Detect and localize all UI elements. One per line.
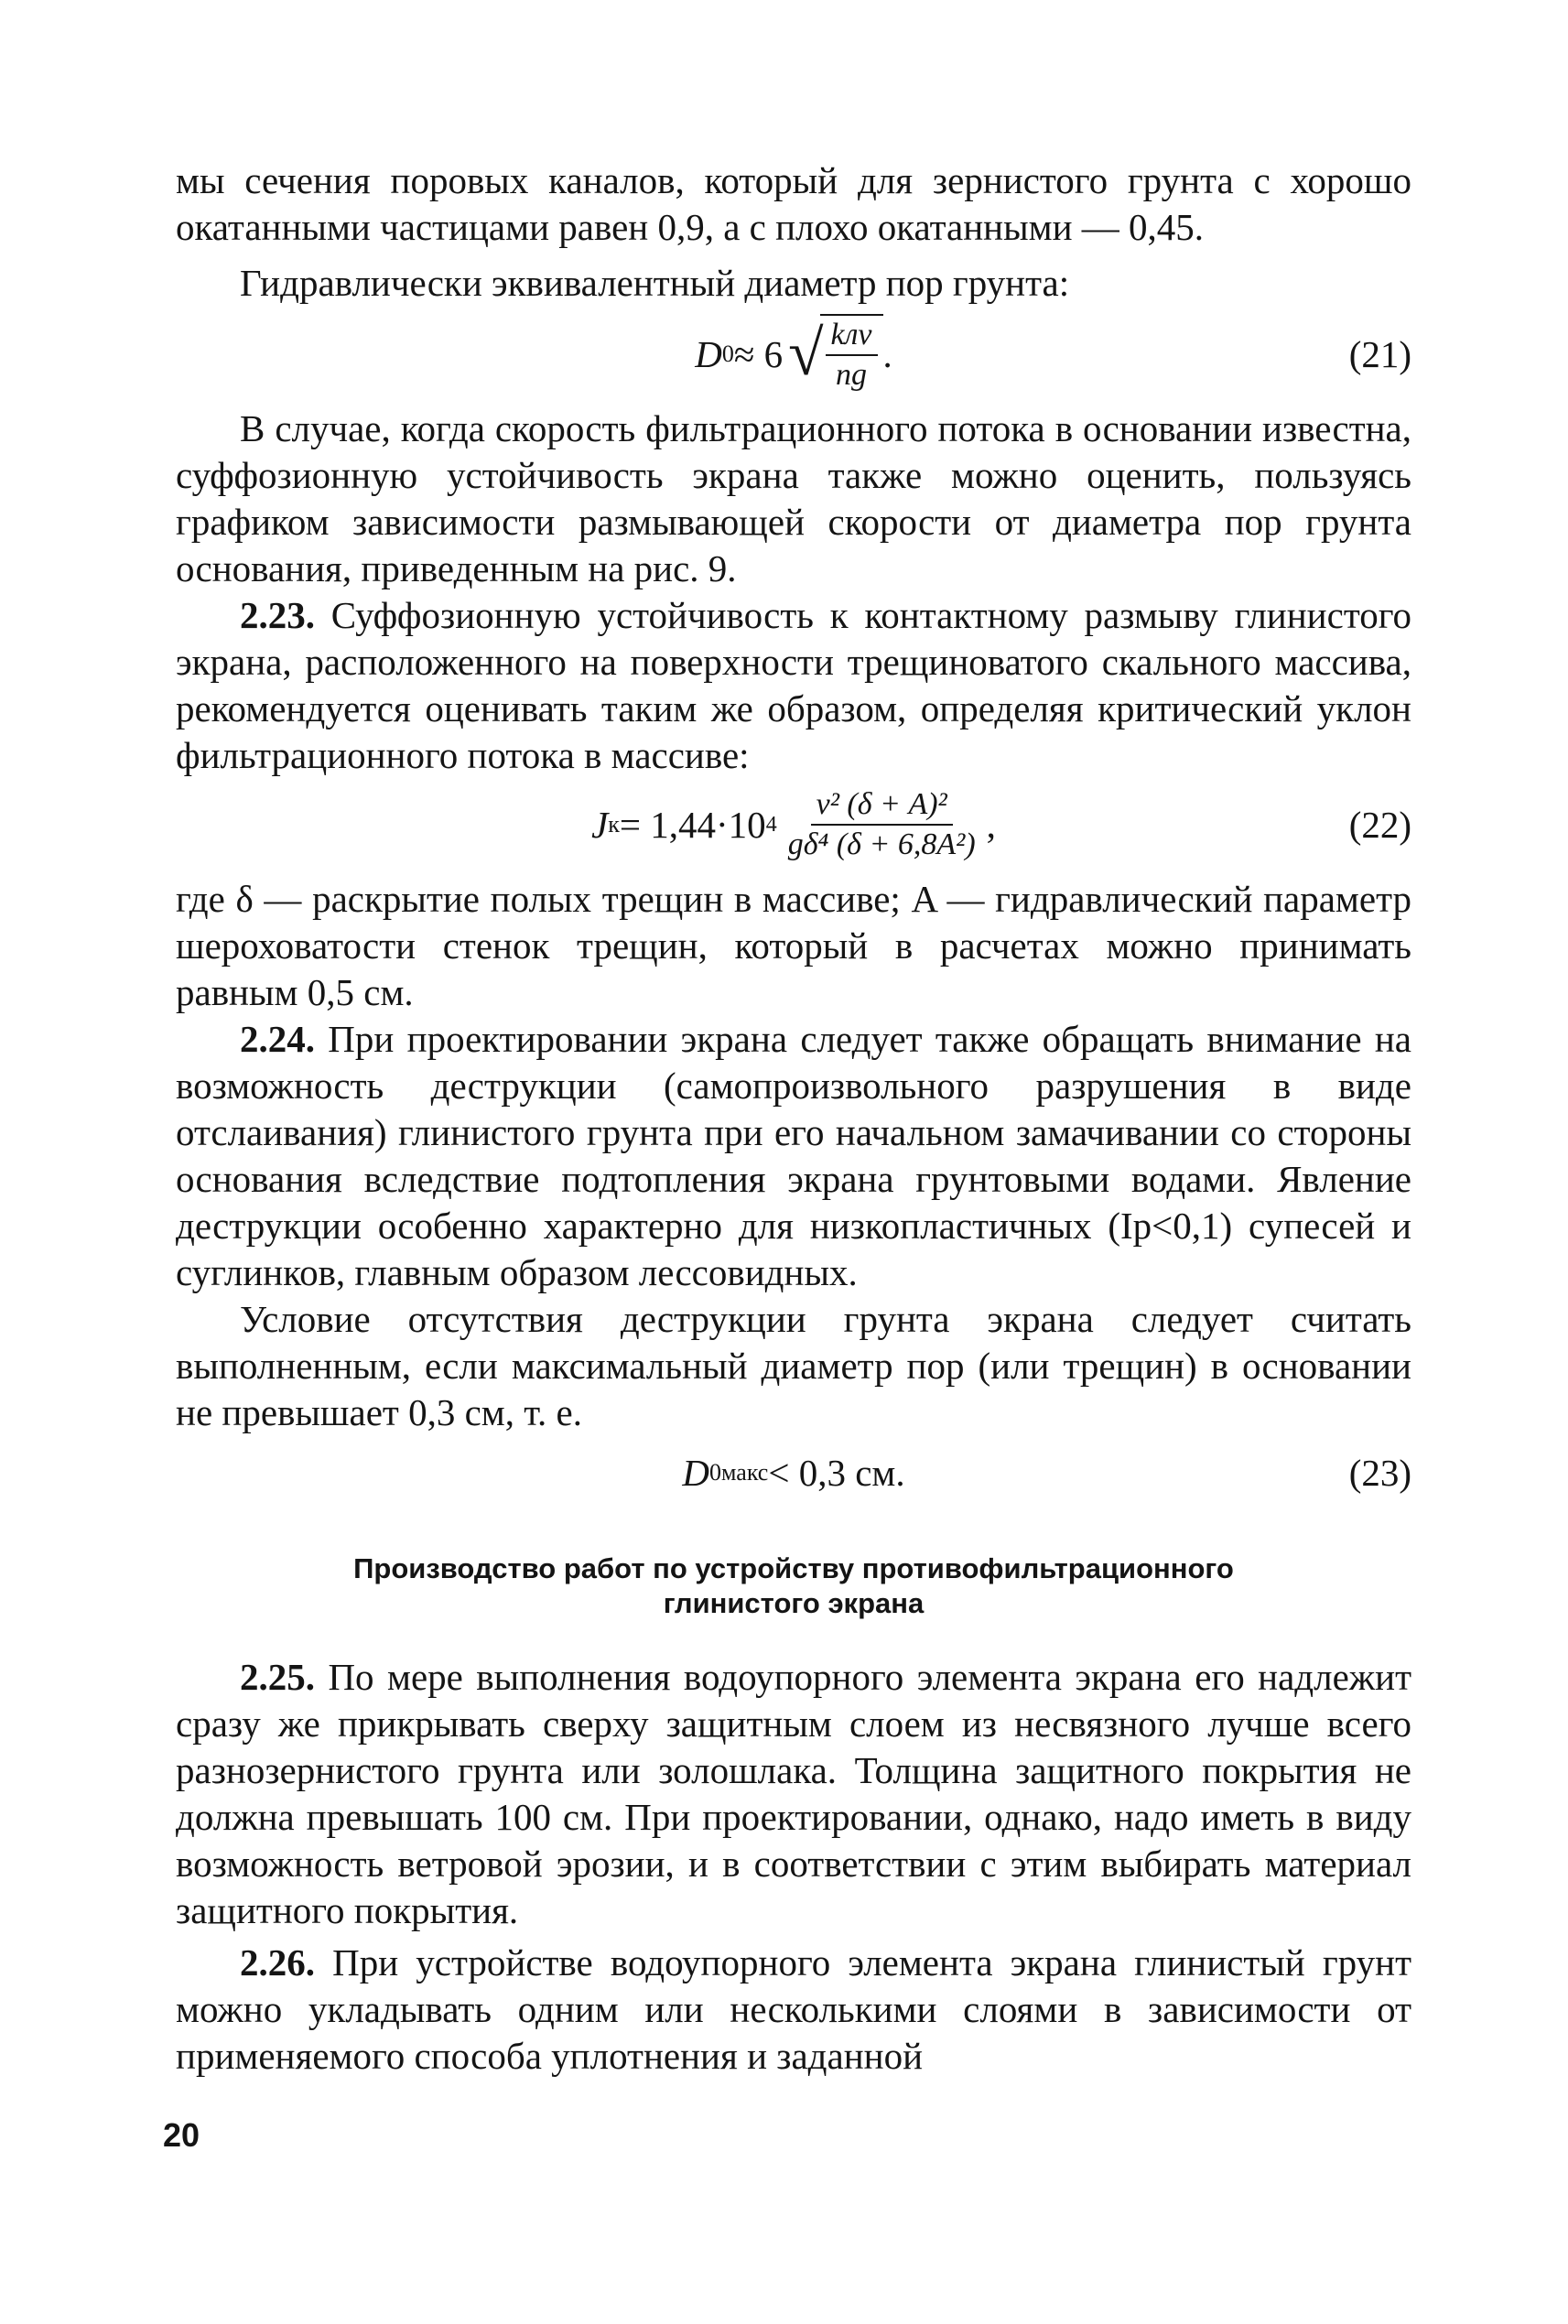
formula-21-number: (21)	[1348, 333, 1411, 375]
paragraph-2-26	[176, 1940, 1411, 2080]
paragraph-continuation: мы сечения поровых каналов, который для зернистого грунта с хорошо окатанными частицами равен 0,9, а с плохо окатанными — 0,45.	[176, 159, 1411, 248]
text-column	[176, 157, 1411, 2080]
formula-22-lhs: J	[591, 804, 609, 846]
formula-21-numerator: kлν	[826, 316, 878, 356]
clause-number-2-26: 2.26.	[240, 1941, 315, 1984]
formula-23	[176, 1436, 1411, 1509]
clause-number-2-23: 2.23.	[240, 594, 315, 636]
formula-23-rhs: < 0,3 см.	[768, 1452, 905, 1494]
paragraph-filtration-speed: В случае, когда скорость фильтрационного потока в основании известна, суффозионную устойчивость экрана также можно оценить, пользуясь графиком зависимости размывающей скорости от диаметра пор грунта основания, приведенным на рис. 9.	[176, 407, 1411, 589]
paragraph-where: где δ — раскрытие полых трещин в массиве; A — гидравлический параметр шероховатости стенок трещин, который в расчетах можно принимать равным 0,5 см.	[176, 878, 1411, 1013]
formula-21-operator: ≈ 6	[733, 333, 784, 375]
formula-21-sqrt	[788, 314, 882, 395]
formula-21-lhs-sub: 0	[721, 340, 734, 367]
formula-23-number: (23)	[1348, 1452, 1411, 1494]
paragraph-2-23	[176, 592, 1411, 779]
sqrt-sign-icon: √	[788, 319, 824, 389]
paragraph-2-25-text: По мере выполнения водоупорного элемента экрана его надлежит сразу же прикрывать сверху защитным слоем из несвязного лучше всего разнозернистого грунта или золошлака. Толщина защитного покрытия не должна превышать 100 см. При проектировании, однако, надо иметь в виду возможность ветровой эрозии, и в соответствии с этим выбирать материал защитного покрытия.	[176, 1656, 1411, 1931]
formula-21-fraction	[826, 316, 878, 395]
clause-number-2-24: 2.24.	[240, 1018, 315, 1060]
page-number: 20	[163, 2116, 200, 2154]
paragraph-hydraulic-diameter: Гидравлически эквивалентный диаметр пор грунта:	[240, 262, 1070, 304]
paragraph-2-23-text: Суффозионную устойчивость к контактному размыву глинистого экрана, расположенного на поверхности трещиноватого скального массива, рекомендуется оценивать таким же образом, определяя критический уклон фильтрационного потока в массиве:	[176, 594, 1411, 776]
clause-number-2-25: 2.25.	[240, 1656, 315, 1698]
formula-21-denominator: ng	[836, 358, 868, 392]
formula-23-lhs: D	[682, 1452, 709, 1494]
formula-23-lhs-sub: 0макс	[709, 1459, 769, 1486]
formula-21-expression	[176, 307, 1411, 402]
section-heading	[176, 1551, 1411, 1621]
formula-22-tail: ,	[986, 804, 996, 846]
formula-23-expression	[176, 1436, 1411, 1509]
formula-22-operator-sup: 4	[765, 812, 777, 837]
paragraph-2-25	[176, 1654, 1411, 1934]
formula-22-fraction	[783, 785, 981, 864]
formula-22-numerator: ν² (δ + A)²	[811, 785, 953, 826]
paragraph-destruction-condition: Условие отсутствия деструкции грунта экрана следует считать выполненным, если максимальный диаметр пор (или трещин) в основании не превышает 0,3 см, т. е.	[176, 1298, 1411, 1433]
formula-21-tail: .	[882, 333, 892, 375]
formula-22-operator: = 1,44·10	[619, 804, 766, 846]
paragraph-2-24-text: При проектировании экрана следует также обращать внимание на возможность деструкции (самопроизвольного разрушения в виде отслаивания) глинистого грунта при его начальном замачивании со стороны основания вследствие подтопления экрана грунтовыми водами. Явление деструкции особенно характерно для низкопластичных (Iр<0,1) супесей и суглинков, главным образом лессовидных.	[176, 1018, 1411, 1293]
formula-22-expression	[176, 779, 1411, 870]
formula-22-number: (22)	[1348, 804, 1411, 846]
paragraph-2-24	[176, 1016, 1411, 1296]
section-heading-line-1: Производство работ по устройству противофильтрационного	[353, 1552, 1234, 1584]
formula-22-denominator: gδ⁴ (δ + 6,8A²)	[787, 827, 976, 861]
formula-22	[176, 779, 1411, 870]
formula-21-lhs: D	[695, 333, 722, 375]
formula-21-radicand	[820, 314, 883, 395]
paragraph-2-26-text: При устройстве водоупорного элемента экрана глинистый грунт можно укладывать одним или несколькими слоями в зависимости от применяемого способа уплотнения и заданной	[176, 1941, 1411, 2077]
formula-21	[176, 307, 1411, 402]
section-heading-line-2: глинистого экрана	[663, 1587, 925, 1619]
formula-22-lhs-sub: к	[608, 811, 620, 838]
